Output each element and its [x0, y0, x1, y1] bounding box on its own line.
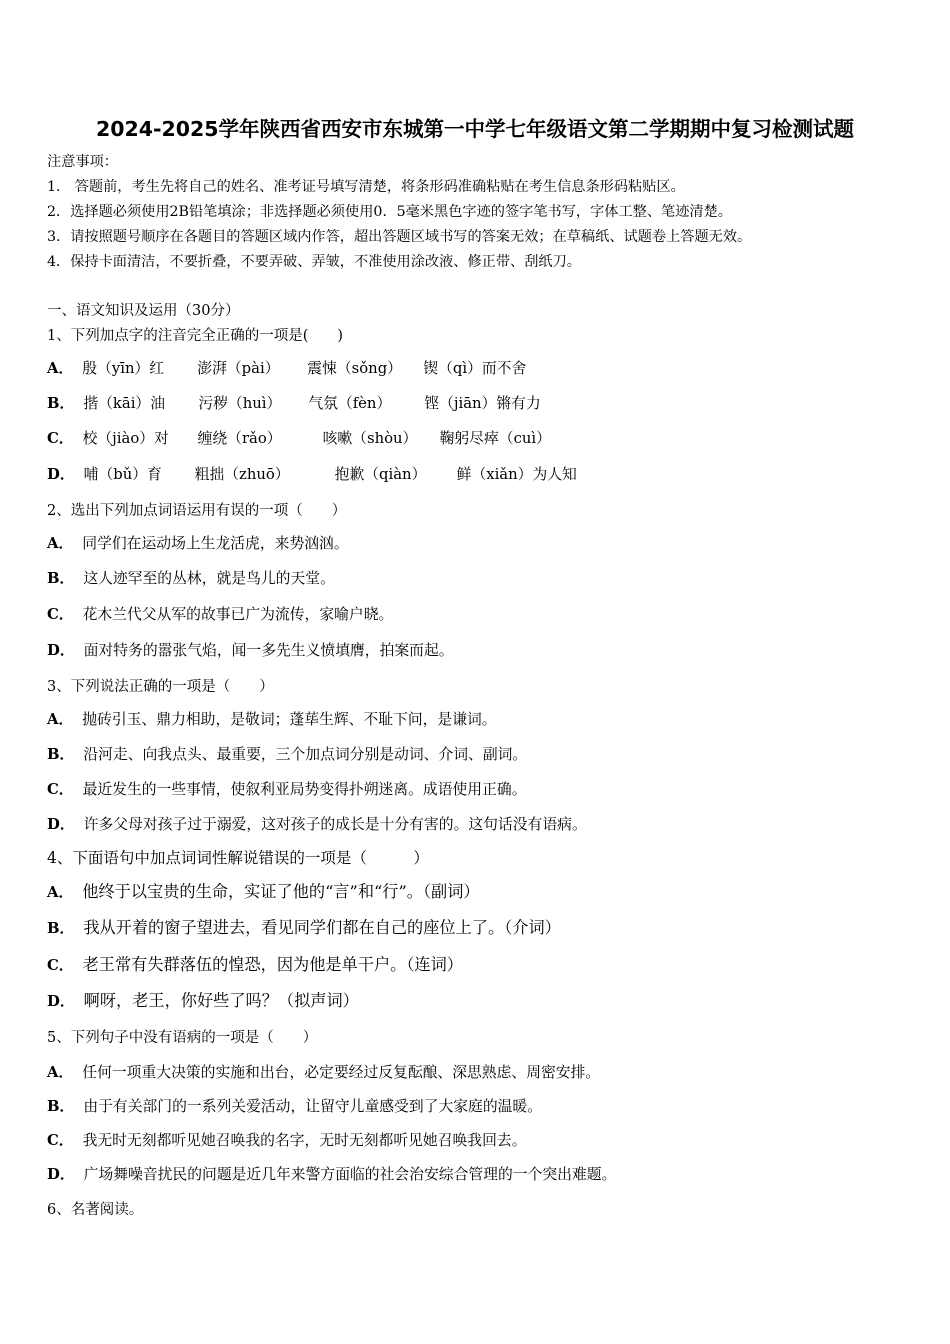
- question-5-stem: 5、下列句子中没有语病的一项是（ ）: [47, 1030, 318, 1046]
- option-key: C．: [47, 1132, 74, 1149]
- question-4-stem: 4、下面语句中加点词词性解说错误的一项是（ ）: [47, 849, 429, 867]
- q1-a-word-1: 殷（yīn）红: [82, 360, 165, 377]
- option-text: 我从开着的窗子望进去，看见同学们都在自己的座位上了。（介词）: [83, 918, 561, 937]
- q3-option-c: [47, 780, 527, 800]
- option-text: 最近发生的一些事情，使叙利亚局势变得扑朔迷离。成语使用正确。: [82, 781, 527, 798]
- q5-option-d: [47, 1165, 616, 1185]
- q1-a-word-3: 震悚（sǒng）: [307, 360, 402, 377]
- q1-d-word-2: 粗拙（zhuō）: [194, 466, 290, 483]
- q1-d-word-4: 鲜（xiǎn）为人知: [456, 466, 577, 483]
- question-1-stem: 1、下列加点字的注音完全正确的一项是( ): [47, 328, 344, 344]
- option-key: B．: [47, 395, 75, 412]
- q1-option-b: [47, 394, 541, 414]
- option-text: 广场舞噪音扰民的问题是近几年来警方面临的社会治安综合管理的一个突出难题。: [83, 1166, 617, 1183]
- option-text: 由于有关部门的一系列关爱活动，让留守儿童感受到了大家庭的温暖。: [83, 1098, 543, 1115]
- option-key: A．: [47, 360, 74, 377]
- option-key: D．: [47, 993, 75, 1010]
- q1-c-word-1: 校（jiào）对: [82, 430, 169, 447]
- q5-option-b: [47, 1097, 542, 1117]
- option-text: 他终于以宝贵的生命，实证了他的“言”和“行”。（副词）: [82, 882, 480, 901]
- question-3-stem: 3、下列说法正确的一项是（ ）: [47, 679, 274, 695]
- section-heading: 一、语文知识及运用（30分）: [47, 303, 240, 319]
- option-text: 沿河走、向我点头、最重要，三个加点词分别是动词、介词、副词。: [83, 746, 528, 763]
- q1-option-c: [47, 429, 551, 449]
- q4-option-b: [47, 918, 561, 939]
- option-key: D．: [47, 642, 75, 659]
- q1-b-word-3: 气氛（fèn）: [308, 395, 392, 412]
- option-key: B．: [47, 746, 75, 763]
- q1-c-word-4: 鞠躬尽瘁（cuì）: [439, 430, 551, 447]
- option-key: A．: [47, 711, 74, 728]
- q3-option-d: [47, 815, 587, 835]
- option-key: D．: [47, 466, 75, 483]
- question-2-stem: 2、选出下列加点词语运用有误的一项（ ）: [47, 503, 347, 519]
- option-text: 我无时无刻都听见她召唤我的名字，无时无刻都听见她召唤我回去。: [82, 1132, 527, 1149]
- question-6-stem: 6、名著阅读。: [47, 1202, 144, 1218]
- notice-item-2: 2．选择题必须使用2B铅笔填涂；非选择题必须使用0．5毫米黑色字迹的签字笔书写，字体工整、笔迹清楚。: [47, 204, 732, 220]
- option-text: 花木兰代父从军的故事已广为流传，家喻户晓。: [82, 606, 394, 623]
- option-key: A．: [47, 1064, 74, 1081]
- q4-option-a: [47, 882, 480, 903]
- option-key: B．: [47, 1098, 75, 1115]
- q4-option-c: [47, 955, 463, 976]
- option-text: 面对特务的嚣张气焰，闻一多先生义愤填膺，拍案而起。: [83, 642, 454, 659]
- option-key: C．: [47, 957, 74, 974]
- option-text: 许多父母对孩子过于溺爱，这对孩子的成长是十分有害的。这句话没有语病。: [83, 816, 587, 833]
- q4-option-d: [47, 991, 359, 1012]
- option-key: A．: [47, 884, 74, 901]
- q1-b-word-1: 揩（kāi）油: [83, 395, 166, 412]
- option-text: 同学们在运动场上生龙活虎，来势汹汹。: [82, 535, 349, 552]
- q1-b-word-2: 污秽（huì）: [198, 395, 282, 412]
- option-text: 抛砖引玉、鼎力相助，是敬词；蓬荜生辉、不耻下问，是谦词。: [82, 711, 497, 728]
- option-text: 这人迹罕至的丛林，就是鸟儿的天堂。: [83, 570, 335, 587]
- option-key: C．: [47, 606, 74, 623]
- option-key: D．: [47, 816, 75, 833]
- option-key: C．: [47, 781, 74, 798]
- notice-item-1: 1． 答题前，考生先将自己的姓名、准考证号填写清楚，将条形码准确粘贴在考生信息条形码粘贴区。: [47, 179, 685, 195]
- q3-option-b: [47, 745, 527, 765]
- q2-option-c: [47, 605, 393, 625]
- notice-heading: 注意事项：: [47, 154, 118, 170]
- q1-option-a: [47, 359, 526, 379]
- option-key: A．: [47, 535, 74, 552]
- q2-option-b: [47, 569, 335, 589]
- q2-option-d: [47, 641, 454, 661]
- q5-option-a: [47, 1063, 600, 1083]
- option-key: B．: [47, 570, 75, 587]
- option-key: C．: [47, 430, 74, 447]
- option-text: 老王常有失群落伍的惶恐，因为他是单干户。（连词）: [82, 955, 463, 974]
- notice-item-3: 3．请按照题号顺序在各题目的答题区域内作答，超出答题区域书写的答案无效；在草稿纸、试题卷上答题无效。: [47, 229, 752, 245]
- option-text: 啊呀，老王，你好些了吗？（拟声词）: [83, 991, 359, 1010]
- option-key: B．: [47, 920, 75, 937]
- q2-option-a: [47, 534, 349, 554]
- page-title: 2024-2025学年陕西省西安市东城第一中学七年级语文第二学期期中复习检测试题: [95, 117, 855, 141]
- q5-option-c: [47, 1131, 527, 1151]
- q3-option-a: [47, 710, 497, 730]
- q1-a-word-4: 锲（qì）而不舍: [423, 360, 527, 377]
- q1-d-word-1: 哺（bǔ）育: [83, 466, 162, 483]
- option-text: 任何一项重大决策的实施和出台，必定要经过反复酝酿、深思熟虑、周密安排。: [82, 1064, 601, 1081]
- q1-option-d: [47, 465, 577, 485]
- notice-item-4: 4．保持卡面清洁，不要折叠，不要弄破、弄皱，不准使用涂改液、修正带、刮纸刀。: [47, 254, 581, 270]
- q1-d-word-3: 抱歉（qiàn）: [334, 466, 427, 483]
- q1-c-word-3: 咳嗽（shòu）: [322, 430, 418, 447]
- q1-c-word-2: 缠绕（rǎo）: [197, 430, 282, 447]
- option-key: D．: [47, 1166, 75, 1183]
- q1-b-word-4: 铿（jiān）锵有力: [424, 395, 541, 412]
- q1-a-word-2: 澎湃（pài）: [197, 360, 280, 377]
